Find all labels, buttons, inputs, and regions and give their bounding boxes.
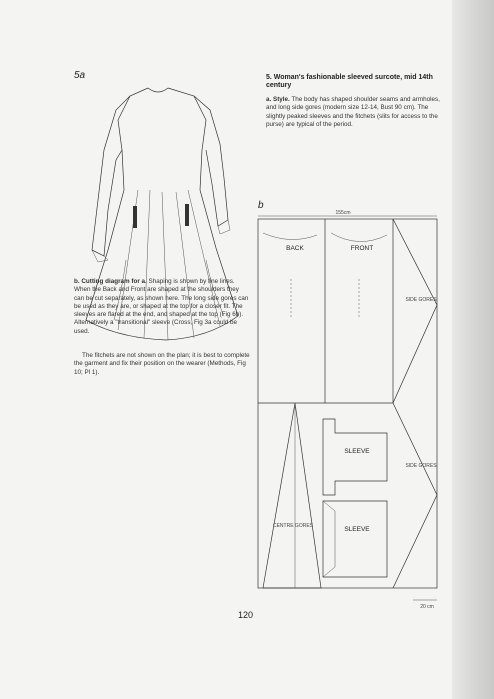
back-label: BACK xyxy=(286,245,304,252)
width-label: 155cm xyxy=(335,210,351,216)
style-lead: a. Style. xyxy=(266,96,290,103)
sleeve-label-2: SLEEVE xyxy=(344,526,370,533)
side-gores-label-1: SIDE GORES xyxy=(405,297,437,303)
page-number: 120 xyxy=(238,610,254,620)
side-gores-label-2: SIDE GORES xyxy=(405,463,437,469)
cutting-text: Shaping is shown by fine lines. When the Back and Front are shaped at the shoulders they can be cut separately, as shown here. The long side gores can be used as they are, or shaped at the top for a closer fit. The sleeves are flared at the end, and shaped at the top (Fig 6b). Alternatively a "transitional" sleeve (Cross, Fig 3a could be used. xyxy=(74,278,249,335)
figure-a-label: 5a xyxy=(74,70,86,81)
fitchets-paragraph: The fitchets are not shown on the plan; it is best to complete the garment and fix their position on the wearer (Methods, Fig 10; Pl 1). xyxy=(74,352,250,376)
cutting-lead: b. Cutting diagram for a. xyxy=(74,278,147,285)
cutting-paragraph xyxy=(74,278,250,336)
sleeve-label-1: SLEEVE xyxy=(344,448,370,455)
style-text: The body has shaped shoulder seams and armholes, and long side gores (modern size 12-14, Bust 90 cm). The slightly peaked sleeves and the fitchets (slits for access to the purse) are typical of the period. xyxy=(266,96,440,128)
page-edge-shadow xyxy=(452,0,494,699)
figure-b-label: b xyxy=(258,200,264,211)
cutting-diagram xyxy=(255,205,445,610)
scale-label: 20 cm xyxy=(420,604,434,610)
centre-gores-label: CENTRE GORES xyxy=(272,523,314,529)
section-heading: 5. Woman's fashionable sleeved surcote, mid 14th century xyxy=(266,74,433,89)
front-label: FRONT xyxy=(350,245,374,252)
style-paragraph xyxy=(266,96,448,129)
